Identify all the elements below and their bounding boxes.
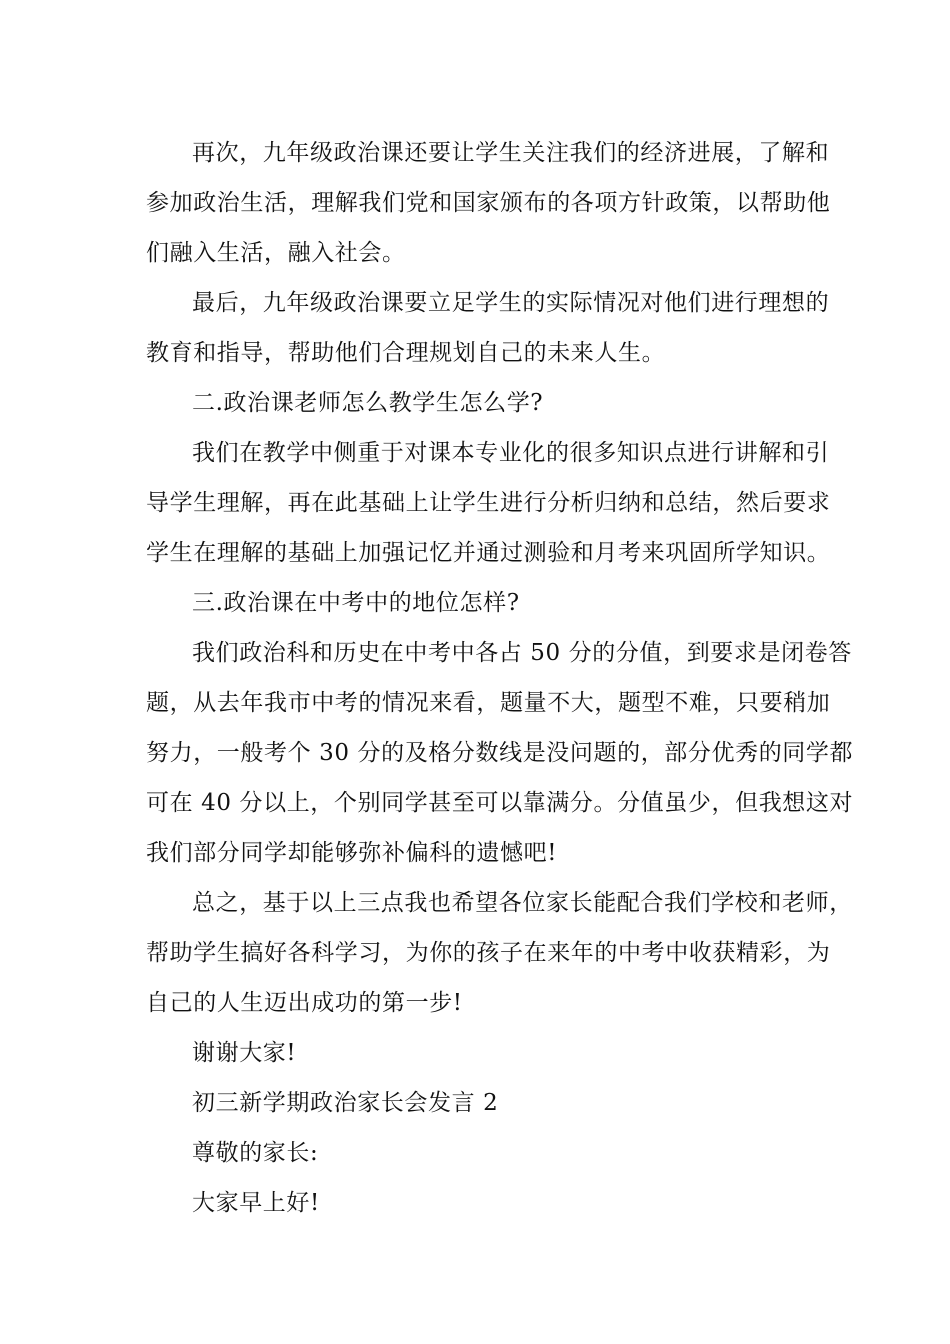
text-line: 教育和指导，帮助他们合理规划自己的未来人生。 xyxy=(146,340,666,366)
closing-line xyxy=(146,1028,811,1078)
text-line: 总之，基于以上三点我也希望各位家长能配合我们学校和老师， xyxy=(192,890,853,916)
paragraph xyxy=(146,428,831,578)
text-line: 谢谢大家! xyxy=(192,1040,297,1066)
text-line: 自己的人生迈出成功的第一步! xyxy=(146,990,463,1016)
paragraph xyxy=(146,128,831,278)
section-heading xyxy=(146,378,811,428)
salutation xyxy=(146,1128,811,1178)
section-heading xyxy=(146,578,811,628)
text-line: 们融入生活，融入社会。 xyxy=(146,240,406,266)
text-line: 努力，一般考个 30 分的及格分数线是没问题的，部分优秀的同学都 xyxy=(146,740,854,766)
heading-text: 二.政治课老师怎么教学生怎么学? xyxy=(192,390,544,416)
paragraph xyxy=(146,278,830,378)
speech-title xyxy=(146,1078,811,1128)
text-line: 最后，九年级政治课要立足学生的实际情况对他们进行理想的 xyxy=(192,290,830,316)
text-line: 尊敬的家长: xyxy=(192,1140,319,1166)
text-line: 再次，九年级政治课还要让学生关注我们的经济进展，了解和 xyxy=(192,140,830,166)
document-body xyxy=(146,128,854,1228)
paragraph xyxy=(146,628,854,878)
text-line: 可在 40 分以上，个别同学甚至可以靠满分。分值虽少，但我想这对 xyxy=(146,790,854,816)
text-line: 大家早上好! xyxy=(192,1190,320,1216)
title-text: 初三新学期政治家长会发言 2 xyxy=(192,1090,499,1116)
heading-text: 三.政治课在中考中的地位怎样? xyxy=(192,590,520,616)
text-line: 帮助学生搞好各科学习，为你的孩子在来年的中考中收获精彩，为 xyxy=(146,940,831,966)
text-line: 我们在教学中侧重于对课本专业化的很多知识点进行讲解和引 xyxy=(192,440,830,466)
text-line: 学生在理解的基础上加强记忆并通过测验和月考来巩固所学知识。 xyxy=(146,540,831,566)
paragraph xyxy=(146,878,853,1028)
text-line: 题，从去年我市中考的情况来看，题量不大，题型不难，只要稍加 xyxy=(146,690,831,716)
greeting xyxy=(146,1178,811,1228)
text-line: 我们部分同学却能够弥补偏科的遗憾吧! xyxy=(146,840,558,866)
text-line: 参加政治生活，理解我们党和国家颁布的各项方针政策，以帮助他 xyxy=(146,190,831,216)
text-line: 导学生理解，再在此基础上让学生进行分析归纳和总结，然后要求 xyxy=(146,490,831,516)
text-line: 我们政治科和历史在中考中各占 50 分的分值，到要求是闭卷答 xyxy=(192,640,852,666)
